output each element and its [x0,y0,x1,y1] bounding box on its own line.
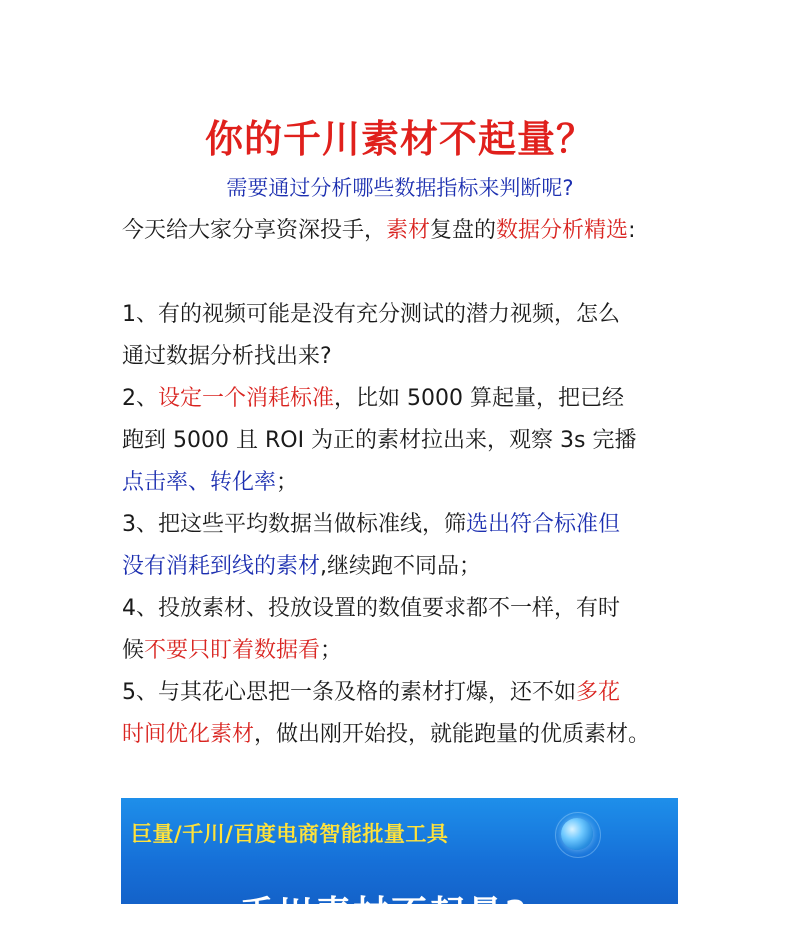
point-2-metrics: 点击率、转化率 [122,470,277,495]
point-3-highlight-2: 没有消耗到线的素材 [122,554,321,579]
promo-banner[interactable] [121,798,678,935]
point-4-prefix: 候 [122,638,145,663]
intro-prefix: 今天给大家分享资深投手， [122,218,387,243]
point-3-line-2 [122,552,481,582]
point-3-prefix: 3、把这些平均数据当做标准线，筛 [122,512,466,537]
page-title: 你的千川素材不起量？ [204,117,595,161]
point-2-line-2: 跑到 5000 且 ROI 为正的素材拉出来，观察 3s 完播 [122,428,637,453]
point-3-end: ,继续跑不同品； [320,554,482,579]
glowing-orb-icon [561,818,593,850]
point-2-line-3 [122,468,298,498]
banner-headline: 千川素材不起量? [239,894,528,935]
point-3-highlight-1: 选出符合标准但 [466,512,621,537]
point-5-prefix: 5、与其花心思把一条及格的素材打爆，还不如 [122,680,576,705]
intro-suffix: : [628,218,636,243]
point-1-line-2: 通过数据分析找出来? [122,344,332,369]
point-3-line-1 [122,510,620,540]
point-4-line-1: 4、投放素材、投放设置的数值要求都不一样，有时 [122,596,620,621]
point-5-highlight-2: 时间优化素材 [122,722,255,747]
point-2-end: ； [276,470,299,495]
point-4-line-2 [122,636,342,666]
point-2-rest: ，比如 5000 算起量，把已经 [334,386,624,411]
intro-highlight-material: 素材 [386,218,431,243]
point-2-highlight: 设定一个消耗标准 [158,386,335,411]
point-5-line-2 [122,720,650,750]
point-4-highlight: 不要只盯着数据看 [144,638,321,663]
banner-tagline: 巨量/千川/百度电商智能批量工具 [131,822,449,846]
point-5-highlight-1: 多花 [576,680,621,705]
point-1-line-1: 1、有的视频可能是没有充分测试的潜力视频，怎么 [122,302,620,327]
point-2-line-1 [122,384,624,414]
page-subtitle: 需要通过分析哪些数据指标来判断呢? [226,176,574,200]
intro-highlight-analysis: 数据分析精选 [496,218,629,243]
intro-middle: 复盘的 [430,218,497,243]
point-5-line-1 [122,678,620,708]
point-4-end: ； [320,638,343,663]
point-2-prefix: 2、 [122,386,158,411]
intro-line [122,216,635,246]
point-5-end: ，做出刚开始投，就能跑量的优质素材。 [254,722,651,747]
